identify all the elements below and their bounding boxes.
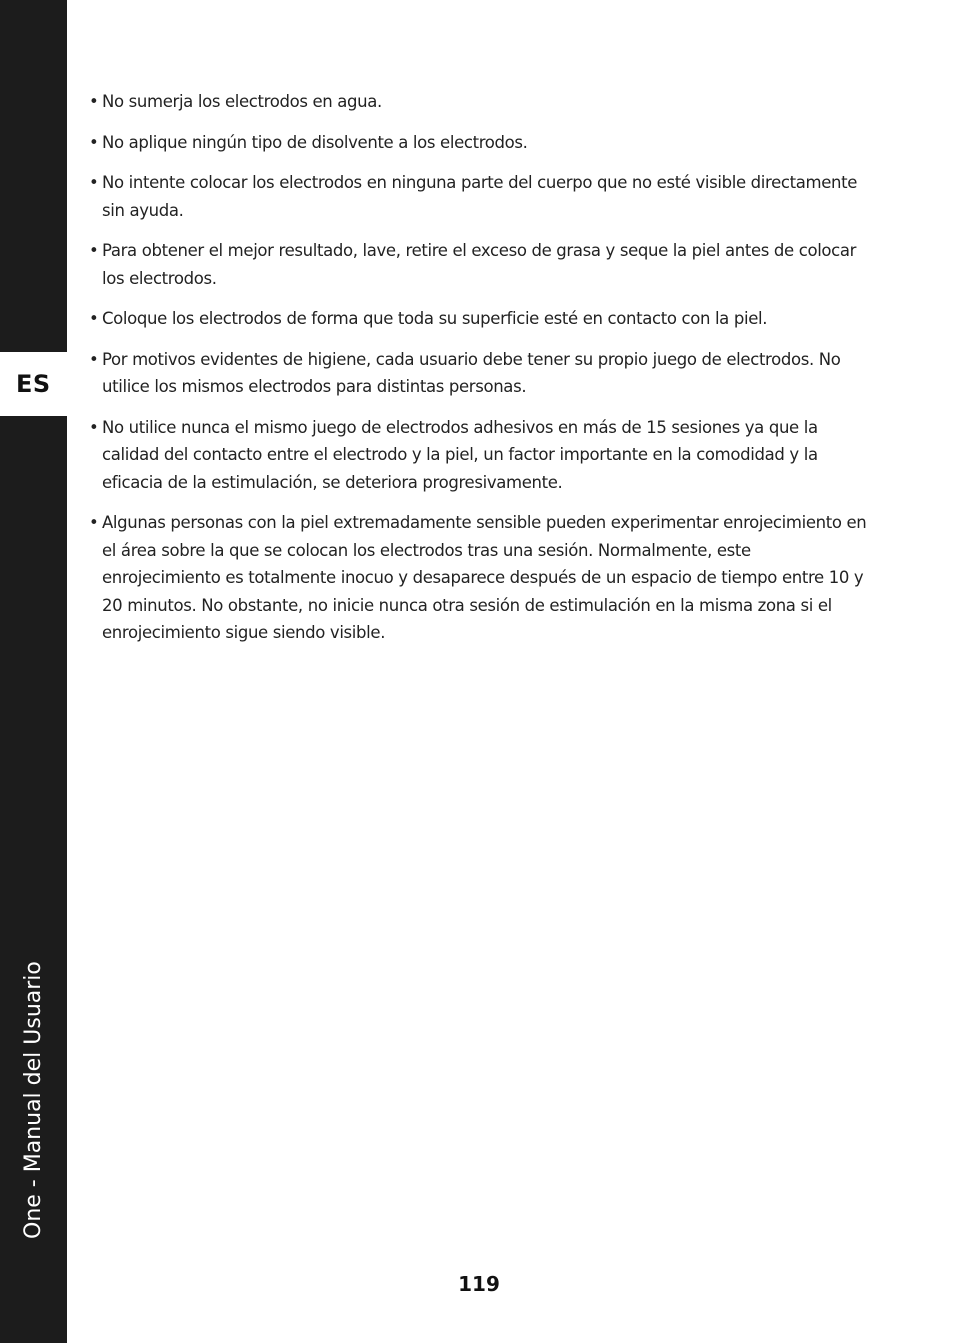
content-area [89, 88, 869, 660]
vertical-manual-title: One - Manual del Usuario [21, 961, 46, 1239]
list-item [89, 305, 869, 333]
bullet-dot: • [89, 513, 99, 532]
list-item-text: Para obtener el mejor resultado, lave, retire el exceso de grasa y seque la piel antes de colocar los electrodos. [102, 241, 857, 288]
list-item-text: Por motivos evidentes de higiene, cada usuario debe tener su propio juego de electrodos. No utilice los mismos electrodos para distintas personas. [102, 349, 841, 396]
bullet-dot: • [89, 309, 99, 328]
page-number-label: 119 [458, 1272, 500, 1296]
list-item [89, 237, 869, 292]
list-item [89, 88, 869, 116]
bullet-dot: • [89, 132, 99, 152]
list-item [89, 509, 869, 647]
page-number [0, 1272, 954, 1296]
bullet-dot: • [89, 173, 99, 192]
list-item [89, 129, 869, 157]
list-item [89, 169, 869, 224]
bullet-dot: • [89, 349, 99, 369]
list-item-text: No sumerja los electrodos en agua. [102, 92, 382, 111]
language-tab-label: ES [16, 370, 51, 398]
list-item [89, 346, 869, 401]
list-item-text: Coloque los electrodos de forma que toda su superficie esté en contacto con la piel. [102, 309, 768, 328]
list-item-text: Algunas personas con la piel extremadamente sensible pueden experimentar enrojecimiento en el área sobre la que se colocan los electrodos tras una sesión. Normalmente, este enrojecimiento es totalmente inocuo y desaparece después de un espacio de tiempo entre 10 y 20 minutos. No obstante, no inicie nunca otra sesión de estimulación en la misma zona si el enrojecimiento sigue siendo visible. [102, 513, 867, 642]
bullet-dot: • [89, 241, 99, 260]
list-item-text: No utilice nunca el mismo juego de electrodos adhesivos en más de 15 sesiones ya que la calidad del contacto entre el electrodo y la piel, un factor importante en la comodidad y la eficacia de la estimulación, se deteriora progresivamente. [102, 417, 818, 492]
bullet-dot: • [89, 417, 99, 437]
list-item-text: No aplique ningún tipo de disolvente a los electrodos. [102, 132, 528, 152]
side-band [0, 0, 67, 1343]
list-item-text: No intente colocar los electrodos en ninguna parte del cuerpo que no esté visible directamente sin ayuda. [102, 173, 858, 220]
bullet-dot: • [89, 92, 99, 111]
language-tab [0, 352, 67, 416]
list-item [89, 414, 869, 497]
